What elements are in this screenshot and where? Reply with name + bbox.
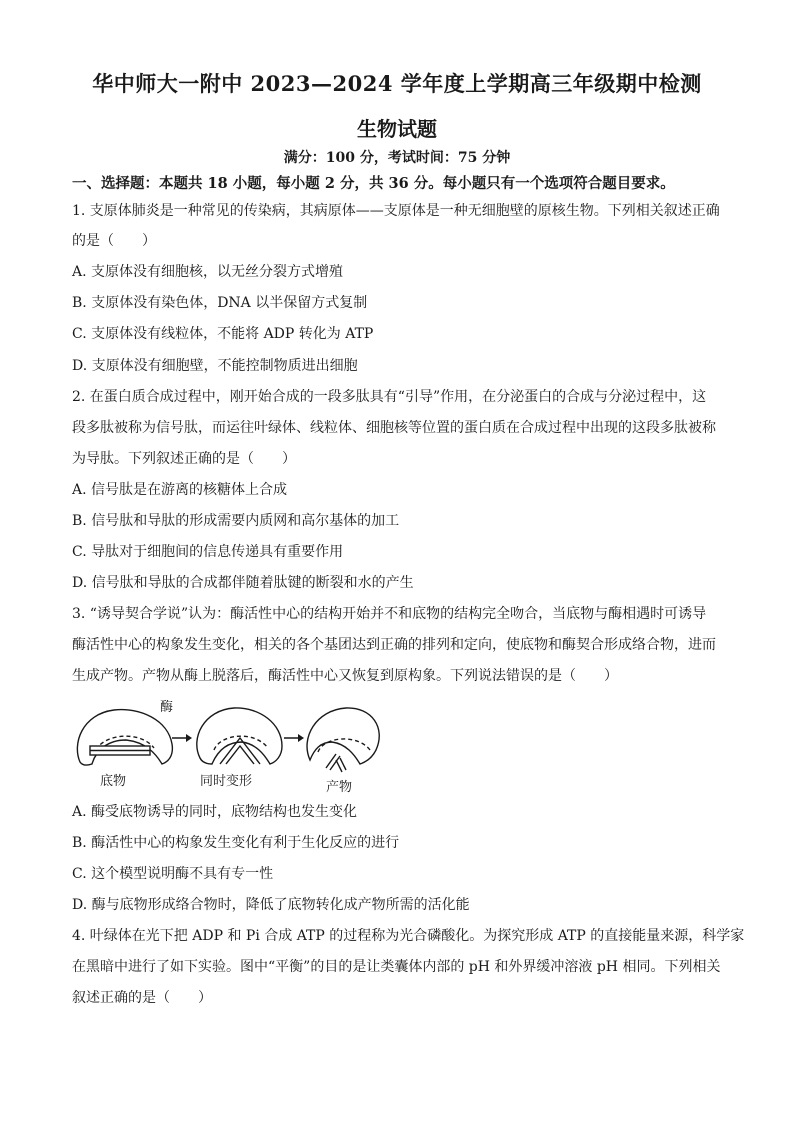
induced-fit-figure: [70, 698, 380, 795]
q4-stem-line1: 4. 叶绿体在光下把 ADP 和 Pi 合成 ATP 的过程称为光合磷酸化。为探究形成 ATP 的直接能量来源，科学家: [72, 928, 745, 944]
q3-option-b: B. 酶活性中心的构象发生变化有利于生化反应的进行: [72, 835, 400, 851]
page-title: 华中师大一附中 2023—2024 学年度上学期高三年级期中检测: [92, 71, 702, 96]
product-piece-1: [326, 754, 336, 768]
product-piece-2: [336, 760, 342, 772]
q1-option-a: A. 支原体没有细胞核，以无丝分裂方式增殖: [72, 264, 344, 280]
q1-option-c: C. 支原体没有线粒体，不能将 ADP 转化为 ATP: [72, 326, 374, 342]
q1-stem-line1: 1. 支原体肺炎是一种常见的传染病，其病原体——支原体是一种无细胞壁的原核生物。下列相关叙述正确: [72, 203, 720, 219]
q2-option-d: D. 信号肽和导肽的合成都伴随着肽键的断裂和水的产生: [72, 575, 414, 591]
q4-stem-line2: 在黑暗中进行了如下实验。图中“平衡”的目的是让类囊体内部的 pH 和外界缓冲溶液 pH 相同。下列相关: [72, 959, 721, 975]
enzyme-active-site-3: [318, 739, 370, 752]
q3-option-a: A. 酶受底物诱导的同时，底物结构也发生变化: [72, 804, 358, 820]
label-substrate: 底物: [100, 774, 127, 789]
q1-stem-line2: 的是（ ）: [72, 233, 156, 249]
label-deform: 同时变形: [200, 774, 253, 789]
q3-stem-line2: 酶活性中心的构象发生变化，相关的各个基团达到正确的排列和定向，使底物和酶契合形成络合物，进而: [72, 637, 716, 653]
q1-option-d: D. 支原体没有细胞壁，不能控制物质进出细胞: [72, 358, 358, 374]
q3-stem-line1: 3. “诱导契合学说”认为：酶活性中心的结构开始并不和底物的结构完全吻合，当底物与酶相遇时可诱导: [72, 606, 707, 622]
q3-option-c: C. 这个模型说明酶不具有专一性: [72, 866, 274, 882]
exam-meta: 满分：100 分，考试时间：75 分钟: [283, 150, 511, 166]
label-enzyme: 酶: [160, 700, 174, 715]
q3-stem-line3: 生成产物。产物从酶上脱落后，酶活性中心又恢复到原构象。下列说法错误的是（ ）: [72, 668, 618, 684]
page-subtitle: 生物试题: [357, 117, 437, 141]
q1-option-b: B. 支原体没有染色体，DNA 以半保留方式复制: [72, 295, 368, 311]
label-product: 产物: [326, 780, 353, 795]
q2-option-c: C. 导肽对于细胞间的信息传递具有重要作用: [72, 544, 344, 560]
section-heading: 一、选择题：本题共 18 小题，每小题 2 分，共 36 分。每小题只有一个选项符合题目要求。: [72, 175, 675, 192]
q2-stem-line2: 段多肽被称为信号肽，而运往叶绿体、线粒体、细胞核等位置的蛋白质在合成过程中出现的这段多肽被称: [72, 420, 716, 436]
q4-stem-line3: 叙述正确的是（ ）: [72, 990, 212, 1006]
q2-option-a: A. 信号肽是在游离的核糖体上合成: [72, 482, 288, 498]
q3-option-d: D. 酶与底物形成络合物时，降低了底物转化成产物所需的活化能: [72, 897, 470, 913]
q2-stem-line1: 2. 在蛋白质合成过程中，刚开始合成的一段多肽具有“引导”作用，在分泌蛋白的合成与分泌过程中，这: [72, 389, 707, 405]
q2-option-b: B. 信号肽和导肽的形成需要内质网和高尔基体的加工: [72, 513, 400, 529]
enzyme-shape-3: [307, 708, 379, 764]
enzyme-shape-1: [77, 710, 172, 765]
q2-stem-line3: 为导肽。下列叙述正确的是（ ）: [72, 451, 296, 467]
